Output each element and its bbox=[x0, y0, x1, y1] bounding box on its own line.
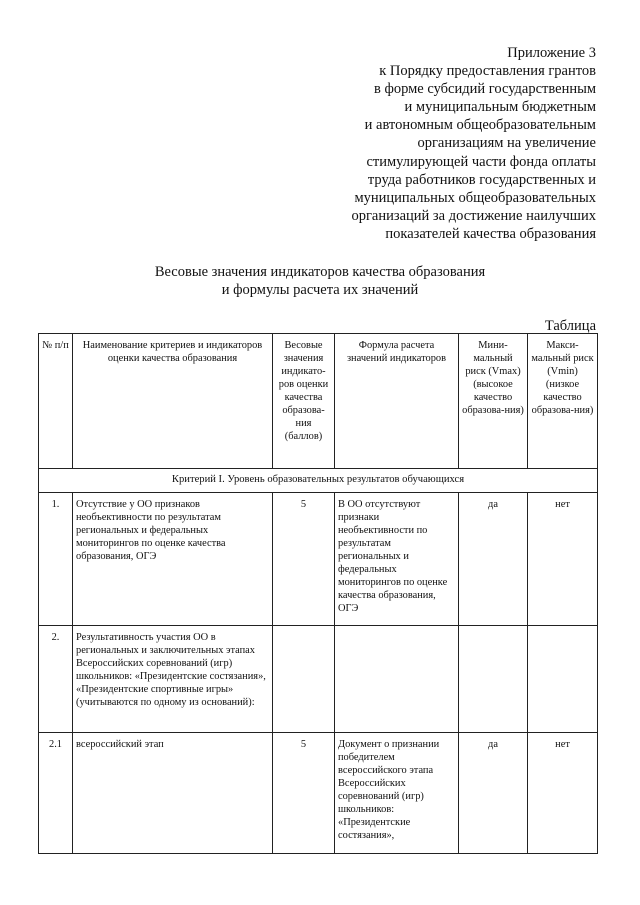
row-weight bbox=[273, 626, 335, 733]
table-header-row bbox=[39, 334, 598, 469]
row-min-risk: да bbox=[459, 733, 528, 854]
row-formula: Документ о признании победителем всероссийского этапа Всероссийских соревнований (игр) школьников: «Президентские состязания», bbox=[335, 733, 459, 854]
appendix-line: в форме субсидий государственным bbox=[373, 81, 596, 98]
appendix-line: муниципальных общеобразовательных bbox=[354, 189, 596, 206]
table-row bbox=[39, 626, 598, 733]
row-min-risk: да bbox=[459, 493, 528, 626]
indicators-table bbox=[38, 333, 598, 854]
title-line-2: и формулы расчета их значений bbox=[221, 282, 419, 298]
row-name: всероссийский этап bbox=[73, 733, 273, 854]
appendix-line: организациям на увеличение bbox=[417, 135, 596, 152]
row-number: 1. bbox=[39, 493, 73, 626]
title-line-1: Весовые значения индикаторов качества образования bbox=[154, 264, 486, 280]
appendix-line: труда работников государственных и bbox=[367, 171, 596, 188]
row-max-risk: нет bbox=[528, 733, 598, 854]
criterion-title: Критерий I. Уровень образовательных результатов обучающихся bbox=[39, 469, 598, 493]
appendix-header bbox=[316, 44, 596, 243]
row-weight: 5 bbox=[273, 733, 335, 854]
appendix-line: организаций за достижение наилучших bbox=[351, 207, 596, 224]
table-row bbox=[39, 493, 598, 626]
appendix-line: показателей качества образования bbox=[385, 225, 596, 242]
header-max-risk: Макси-мальный риск (Vmin) (низкое качество образова-ния) bbox=[528, 334, 598, 469]
row-number: 2.1 bbox=[39, 733, 73, 854]
appendix-line: стимулирующей части фонда оплаты bbox=[366, 153, 596, 170]
table-row bbox=[39, 733, 598, 854]
row-number: 2. bbox=[39, 626, 73, 733]
appendix-line: и муниципальным бюджетным bbox=[404, 99, 596, 116]
row-formula bbox=[335, 626, 459, 733]
row-max-risk bbox=[528, 626, 598, 733]
row-min-risk bbox=[459, 626, 528, 733]
appendix-line: к Порядку предоставления грантов bbox=[379, 63, 596, 80]
header-name: Наименование критериев и индикаторов оценки качества образования bbox=[73, 334, 273, 469]
header-weight: Весовые значения индикато-ров оценки качества образова-ния (баллов) bbox=[273, 334, 335, 469]
appendix-line: и автономным общеобразовательным bbox=[364, 117, 596, 134]
header-formula: Формула расчета значений индикаторов bbox=[335, 334, 459, 469]
row-name: Отсутствие у ОО признаков необъективности по результатам региональных и федеральных мониторингов по оценке качества образования, ОГЭ bbox=[73, 493, 273, 626]
criterion-row bbox=[39, 469, 598, 493]
table-label: Таблица bbox=[544, 318, 596, 334]
row-weight: 5 bbox=[273, 493, 335, 626]
appendix-line: Приложение 3 bbox=[507, 45, 596, 61]
row-formula: В ОО отсутствуют признаки необъективности по результатам региональных и федеральных мониторингов по оценке качества образования, ОГЭ bbox=[335, 493, 459, 626]
row-max-risk: нет bbox=[528, 493, 598, 626]
header-number: № п/п bbox=[39, 334, 73, 469]
row-name: Результативность участия ОО в региональных и заключительных этапах Всероссийских соревнований (игр) школьников: «Президентские состязания», «Президентские спортивные игры» (учитываются по одному из оснований): bbox=[73, 626, 273, 733]
header-min-risk: Мини-мальный риск (Vmax) (высокое качество образова-ния) bbox=[459, 334, 528, 469]
document-title bbox=[0, 263, 640, 299]
